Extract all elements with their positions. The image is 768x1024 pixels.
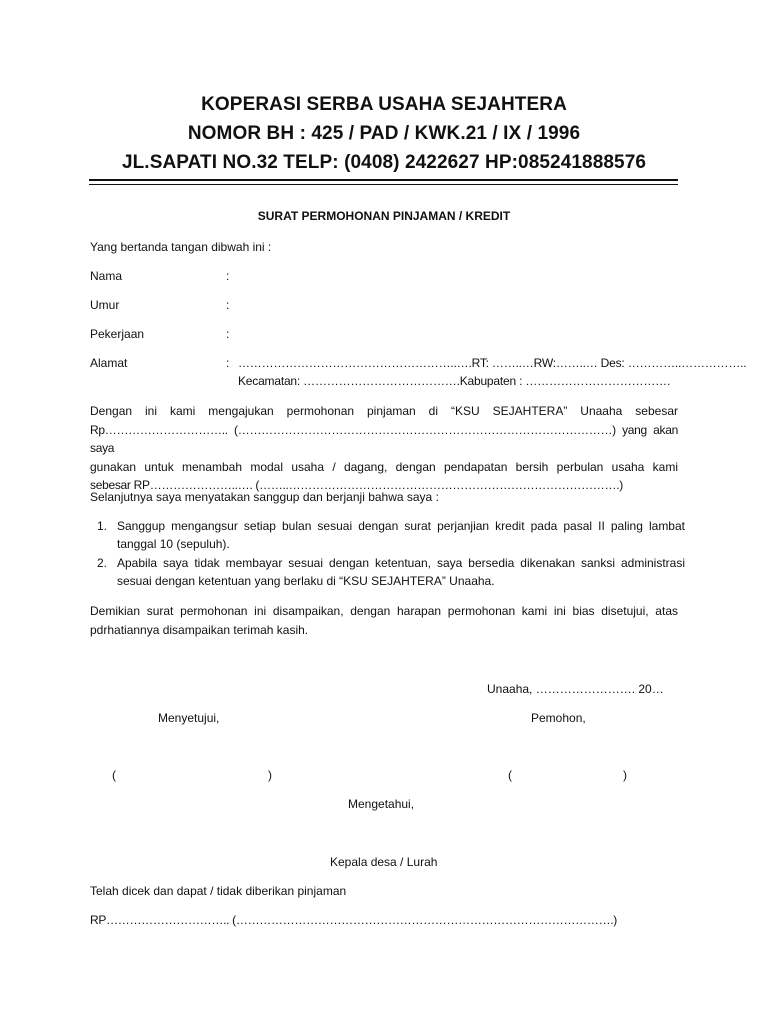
header-divider-thin [89,184,678,185]
footer-check-note: Telah dicek dan dapat / tidak diberikan pinjaman [90,884,347,898]
header-divider-thick [89,179,678,181]
statement-text: Selanjutnya saya menyatakan sanggup dan berjanji bahwa saya : [90,490,439,504]
paragraph-line: sebesar RP…………………..…. (……..………………………………………………………………………….) [90,478,623,492]
paragraph-loan-request [90,402,678,495]
field-label-umur: Umur [90,298,120,312]
paragraph-line: pdrhatiannya disampaikan terimah kasih. [90,622,309,637]
header-address: JL.SAPATI NO.32 TELP: (0408) 2422627 HP:085241888576 [121,152,647,173]
list-item-number: 2. [97,556,108,570]
header-org-name: KOPERASI SERBA USAHA SEJAHTERA [201,94,567,115]
field-label-nama: Nama [90,269,123,283]
field-colon-alamat: : [226,356,230,370]
field-colon-pekerjaan: : [226,327,230,341]
signature-close-paren-left: ) [268,768,272,782]
letter-title: SURAT PERMOHONAN PINJAMAN / KREDIT [257,209,511,223]
date-line: Unaaha, ……………………. 20… [487,682,664,696]
list-item-text: Apabila saya tidak membayar sesuai dengan ketentuan, saya bersedia dikenakan sanksi administrasi sesuai dengan ketentuan yang berlaku di “KSU SEJAHTERA” Unaaha. [117,556,685,588]
list-item-text: Sanggup mengangsur setiap bulan sesuai dengan surat perjanjian kredit pada pasal II paling lambat tanggal 10 (sepuluh). [117,519,685,551]
footer-amount-line: RP………………………….. (…………………………………………………………………………………….) [90,913,617,927]
paragraph-line: Demikian surat permohonan ini disampaikan, dengan harapan permohonan kami ini bias disetujui, atas [90,604,678,618]
paragraph-line: Rp………………………….. (……………………………………………………………………………………) yang akan saya [90,422,678,455]
alamat-line-2: Kecamatan: ………………………………….Kabupaten : ………………………………. [238,374,671,388]
field-label-pekerjaan: Pekerjaan [90,327,145,341]
list-item-number: 1. [97,519,108,533]
signature-open-paren-left: ( [112,768,116,782]
field-label-alamat: Alamat [90,356,128,370]
paragraph-line: gunakan untuk menambah modal usaha / dagang, dengan pendapatan bersih perbulan usaha kami [90,459,678,474]
signature-close-paren-right: ) [623,768,627,782]
signature-label-village-head: Kepala desa / Lurah [330,855,438,869]
header-registration-number: NOMOR BH : 425 / PAD / KWK.21 / IX / 1996 [187,123,581,144]
field-colon-nama: : [226,269,230,283]
paragraph-closing [90,602,678,639]
signature-label-applicant: Pemohon, [531,711,586,725]
signature-open-paren-right: ( [508,768,512,782]
signature-label-approver: Menyetujui, [158,711,220,725]
alamat-line-1: ………………………………………………..….RT: ……..…RW:……..… Des: …………..…………….. [238,356,747,370]
signature-label-acknowledge: Mengetahui, [348,797,415,811]
paragraph-line: Dengan ini kami mengajukan permohonan pinjaman di “KSU SEJAHTERA” Unaaha sebesar [90,404,678,418]
field-colon-umur: : [226,298,230,312]
intro-text: Yang bertanda tangan dibwah ini : [90,240,272,254]
